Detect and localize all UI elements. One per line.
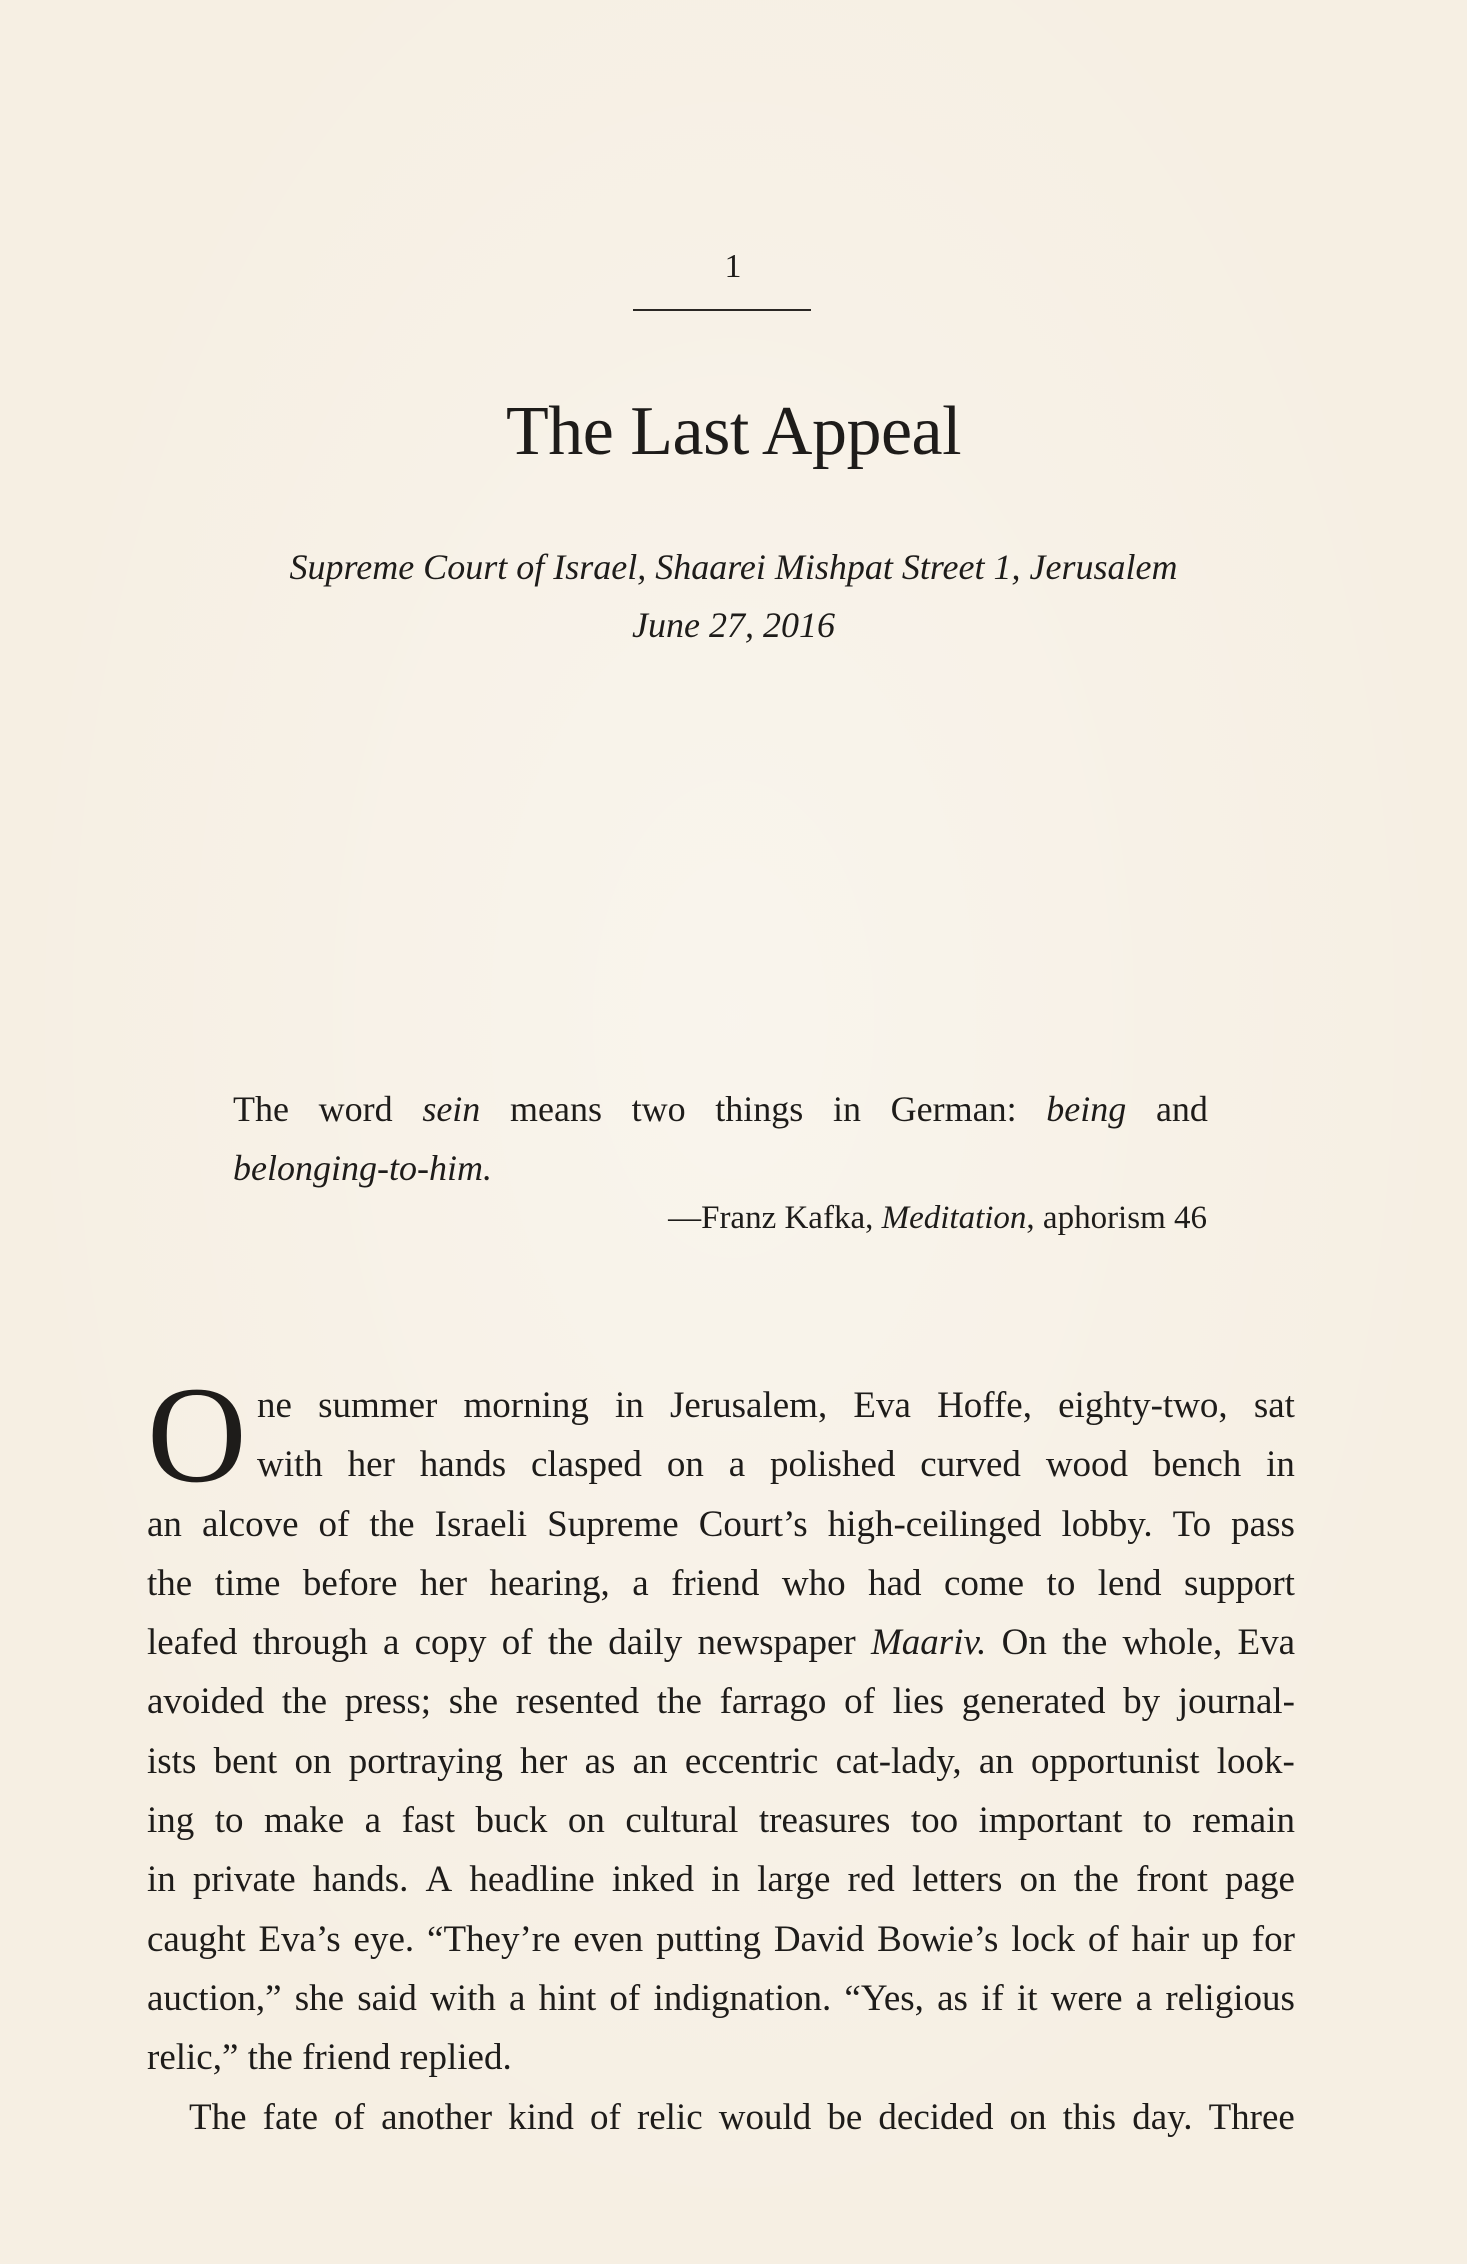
word: of (1087, 1918, 1119, 1960)
epigraph-attribution (0, 1200, 1207, 1237)
word: of (590, 2096, 621, 2138)
word: whole, (1122, 1622, 1223, 1664)
word: in (1266, 1444, 1295, 1486)
word: bent (213, 1740, 278, 1782)
word: opportunist (1030, 1740, 1200, 1782)
word: of (334, 2096, 365, 2138)
text-line (147, 2028, 1295, 2087)
text-line (147, 2088, 1295, 2147)
word: of (501, 1622, 533, 1664)
text-line (147, 1850, 1295, 1909)
epigraph-word: being (1046, 1089, 1127, 1129)
drop-cap: O (147, 1358, 247, 1511)
chapter-location: Supreme Court of Israel, Shaarei Mishpat Street 1, Jerusalem (289, 547, 1178, 587)
text-line (147, 1435, 1295, 1494)
word: who (781, 1562, 846, 1604)
word: To (1172, 1503, 1212, 1545)
text-line (147, 1613, 1295, 1672)
word: of (844, 1681, 875, 1723)
word: a (1135, 1977, 1153, 2019)
word: too (910, 1800, 959, 1842)
word: before (302, 1562, 398, 1604)
word: friend (671, 1562, 760, 1604)
word: the (369, 1503, 415, 1545)
word: a (382, 1622, 400, 1664)
word: cat-lady, (835, 1740, 962, 1782)
word: the (281, 1681, 328, 1723)
word: religious (1165, 1977, 1295, 2019)
word: inked (611, 1859, 695, 1901)
word: by (1123, 1681, 1161, 1723)
word: Hoffe, (937, 1385, 1032, 1426)
epigraph (233, 1080, 1208, 1198)
word: relic (636, 2096, 703, 2138)
word: she (294, 1977, 345, 2019)
word: kind (508, 2096, 574, 2138)
word: Israeli (434, 1503, 528, 1545)
word: treasures (758, 1800, 891, 1842)
word: high-ceilinged (827, 1503, 1042, 1545)
word: for (1251, 1918, 1295, 1960)
word: lobby. (1061, 1503, 1153, 1545)
word: hands (419, 1444, 507, 1486)
word: a (509, 1977, 526, 2019)
word: another (381, 2096, 493, 2138)
word: alcove (201, 1503, 299, 1545)
word: resented (515, 1681, 640, 1723)
word: the (656, 1681, 702, 1723)
word: relic,” (147, 2037, 248, 2079)
word: remain (1192, 1800, 1295, 1842)
word: caught (147, 1918, 246, 1960)
word: Eva’s (258, 1918, 341, 1960)
word: even (573, 1918, 644, 1960)
word: portraying (348, 1740, 503, 1782)
word: headline (469, 1859, 595, 1901)
word: front (1135, 1859, 1208, 1901)
epigraph-line-1 (233, 1080, 1208, 1139)
word: clasped (530, 1444, 642, 1486)
word: support (1183, 1562, 1295, 1604)
word: press; (344, 1681, 432, 1723)
word: letters (911, 1859, 1003, 1901)
word: The (189, 2096, 247, 2138)
text-line (147, 1672, 1295, 1731)
word: On (1001, 1622, 1047, 1664)
word: eighty-two, (1058, 1385, 1228, 1426)
word: as (937, 1977, 968, 2019)
word: her (520, 1740, 568, 1782)
word: cultural (625, 1800, 739, 1842)
attribution-author: —Franz Kafka, (668, 1200, 882, 1236)
word: decided (878, 2096, 994, 2138)
word: summer (318, 1385, 438, 1426)
epigraph-line-2: belonging-to-him. (233, 1148, 492, 1188)
word: Bowie’s (877, 1918, 999, 1960)
word: avoided (147, 1681, 265, 1723)
word: her (347, 1444, 395, 1486)
epigraph-word: word (318, 1089, 393, 1129)
word: an (632, 1740, 668, 1782)
word: were (1050, 1977, 1123, 2019)
word: curved (920, 1444, 1021, 1486)
word: to (1143, 1800, 1172, 1842)
epigraph-word: The (233, 1089, 289, 1129)
word: with (257, 1444, 323, 1486)
epigraph-word: things (715, 1089, 804, 1129)
word: polished (770, 1444, 896, 1486)
word: red (847, 1859, 895, 1901)
text-line (147, 1732, 1295, 1791)
word: putting (656, 1918, 761, 1960)
word: time (214, 1562, 281, 1604)
word: make (264, 1800, 345, 1842)
word: in (711, 1859, 740, 1901)
epigraph-word: and (1155, 1089, 1208, 1129)
word: on (1009, 2096, 1047, 2138)
word: on (567, 1800, 605, 1842)
word: fate (262, 2096, 319, 2138)
word: hint (538, 1977, 597, 2019)
word: wood (1045, 1444, 1129, 1486)
epigraph-word: means (509, 1089, 602, 1129)
attribution-work: Meditation (881, 1200, 1027, 1236)
word: if (981, 1977, 1004, 2019)
word: ing (147, 1800, 195, 1842)
word: through (252, 1622, 368, 1664)
word: had (868, 1562, 922, 1604)
word: as (584, 1740, 616, 1782)
word: Eva (853, 1385, 911, 1426)
word: this (1062, 2096, 1117, 2138)
word: lock (1011, 1918, 1075, 1960)
word: a (728, 1444, 746, 1486)
word: pass (1231, 1503, 1295, 1545)
text-line (147, 1791, 1295, 1850)
word: lend (1097, 1562, 1162, 1604)
word: the (1073, 1859, 1119, 1901)
word: said (357, 1977, 417, 2019)
word: on (1019, 1859, 1057, 1901)
word: large (757, 1859, 831, 1901)
word: in (147, 1859, 176, 1901)
word: fast (401, 1800, 455, 1842)
word: indignation. (653, 1977, 832, 2019)
word: farrago (719, 1681, 827, 1723)
text-line (147, 1495, 1295, 1554)
word: Court’s (698, 1503, 808, 1545)
chapter-title: The Last Appeal (505, 393, 962, 470)
word: the (247, 2037, 303, 2079)
word: auction,” (147, 1977, 282, 2019)
word: come (943, 1562, 1025, 1604)
word: an (978, 1740, 1014, 1782)
word: Eva (1237, 1622, 1295, 1664)
word: a (364, 1800, 382, 1842)
word: the (547, 1622, 594, 1664)
word: Jerusalem, (670, 1385, 828, 1426)
word: leafed (147, 1622, 238, 1664)
word: important (978, 1800, 1123, 1842)
word: sat (1253, 1385, 1295, 1426)
word: day. (1132, 2096, 1193, 2138)
word: on (294, 1740, 332, 1782)
body-text (147, 1376, 1295, 2147)
word: of (318, 1503, 350, 1545)
word: page (1225, 1859, 1295, 1901)
word: she (448, 1681, 499, 1723)
word: ists (147, 1740, 197, 1782)
word: her (419, 1562, 468, 1604)
epigraph-word: sein (422, 1089, 481, 1129)
word: Maariv. (870, 1622, 987, 1664)
text-line (147, 1969, 1295, 2028)
word: friend (302, 2037, 400, 2079)
word: up (1201, 1918, 1239, 1960)
word: bench (1152, 1444, 1242, 1486)
word: be (827, 2096, 863, 2138)
word: daily (608, 1622, 683, 1664)
word: private (192, 1859, 296, 1901)
word: on (666, 1444, 704, 1486)
word: an (147, 1503, 182, 1545)
word: a (632, 1562, 649, 1604)
epigraph-word: in (832, 1089, 861, 1129)
word: it (1016, 1977, 1038, 2019)
word: David (773, 1918, 865, 1960)
word: newspaper (697, 1622, 856, 1664)
text-line (147, 1910, 1295, 1969)
word: in (615, 1385, 644, 1426)
word: with (430, 1977, 496, 2019)
epigraph-word: two (631, 1089, 686, 1129)
text-line (147, 1554, 1295, 1613)
attribution-reference: , aphorism 46 (1026, 1200, 1207, 1236)
word: replied. (399, 2037, 512, 2079)
chapter-divider (633, 309, 811, 311)
word: buck (475, 1800, 548, 1842)
word: “They’re (427, 1918, 561, 1960)
word: morning (463, 1385, 589, 1426)
word: Three (1208, 2096, 1295, 2138)
chapter-number: 1 (724, 248, 743, 285)
word: generated (961, 1681, 1106, 1723)
word: look- (1216, 1740, 1295, 1782)
word: eye. (353, 1918, 415, 1960)
word: “Yes, (844, 1977, 924, 2019)
word: Supreme (547, 1503, 679, 1545)
text-line (147, 1376, 1295, 1435)
word: hands. (312, 1859, 409, 1901)
word: lies (892, 1681, 944, 1723)
word: of (609, 1977, 641, 2019)
word: to (214, 1800, 244, 1842)
word: hearing, (489, 1562, 610, 1604)
word: copy (414, 1622, 487, 1664)
word: journal- (1177, 1681, 1295, 1723)
word: eccentric (684, 1740, 819, 1782)
word: hair (1131, 1918, 1190, 1960)
word: ne (257, 1385, 292, 1426)
epigraph-word: German: (890, 1089, 1017, 1129)
word: the (147, 1562, 193, 1604)
word: the (1062, 1622, 1108, 1664)
chapter-date: June 27, 2016 (632, 605, 835, 645)
word: to (1046, 1562, 1076, 1604)
word: would (718, 2096, 812, 2138)
word: A (425, 1859, 453, 1901)
